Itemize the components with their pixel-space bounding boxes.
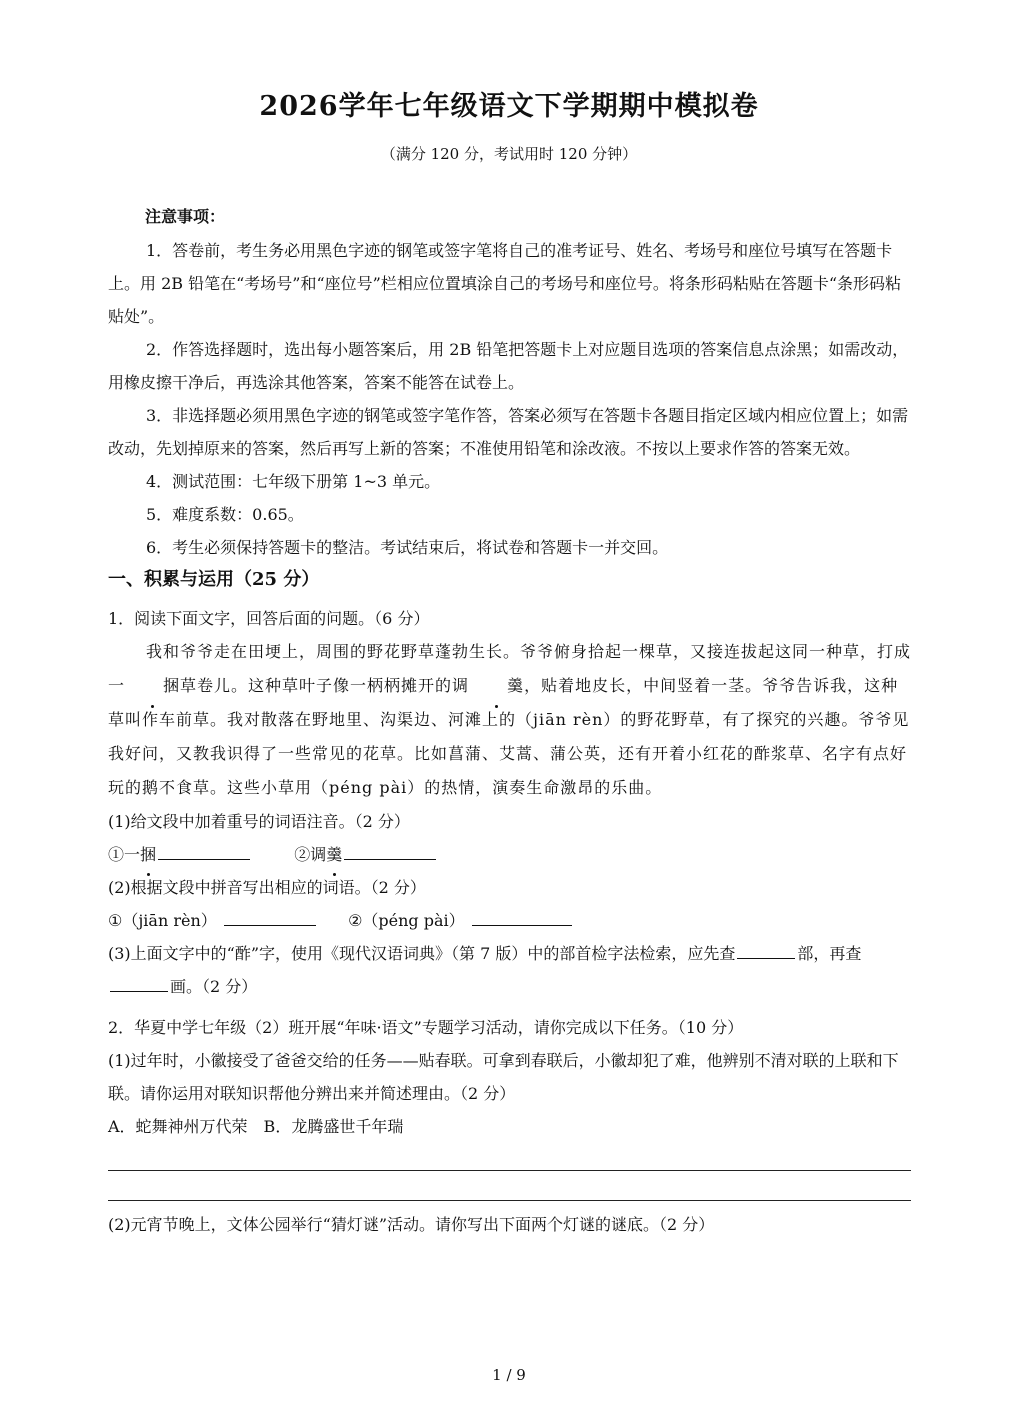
answer-line[interactable] (108, 1200, 911, 1201)
question-stem: 2．华夏中学七年级（2）班开展“年味·语文”专题学习活动，请你完成以下任务。（10 分） (108, 1018, 744, 1037)
answer-row: ①一捆 ②调羹 (108, 838, 914, 871)
notice-heading: 注意事项： (145, 207, 226, 226)
sub-question: (1)过年时，小徽接受了爸爸交给的任务——贴春联。可拿到春联后，小徽却犯了难，他辨别不清对联的上联和下联。请你运用对联知识帮他分辨出来并简述理由。（2 分） (108, 1051, 899, 1103)
notice-item: 3．非选择题必须用黑色字迹的钢笔或签字笔作答，答案必须写在答题卡各题目指定区域内相应位置上；如需改动，先划掉原来的答案，然后再写上新的答案；不准使用铅笔和涂改液。不按以上要求作答的答案无效。 (108, 406, 909, 458)
section-heading: 一、积累与运用（25 分） (108, 569, 320, 590)
options: A．蛇舞神州万代荣 B．龙腾盛世千年瑞 (108, 1117, 404, 1136)
answer-line[interactable] (108, 1170, 911, 1171)
notice-item: 1．答卷前，考生务必用黑色字迹的钢笔或签字笔将自己的准考证号、姓名、考场号和座位号填写在答题卡上。用 2B 铅笔在“考场号”和“座位号”栏相应位置填涂自己的考场号和座位号。将条形码粘贴在答题卡“条形码粘贴处”。 (108, 241, 902, 326)
page-title: 2026学年七年级语文下学期期中模拟卷 (259, 91, 759, 122)
notice-item: 4．测试范围：七年级下册第 1~3 单元。 (146, 472, 441, 491)
question-2-sub-2: (2)元宵节晚上，文体公园举行“猜灯谜”活动。请你写出下面两个灯谜的谜底。（2 分） (108, 1215, 715, 1234)
answer-blank[interactable] (224, 924, 316, 926)
answer-blank[interactable] (158, 858, 250, 860)
answer-blank[interactable] (110, 990, 168, 992)
question-1 (108, 602, 914, 1003)
answer-blank[interactable] (344, 858, 436, 860)
sub-question: (2)根据文段中拼音写出相应的词语。（2 分） (108, 878, 426, 897)
notice-item: 6．考生必须保持答题卡的整洁。考试结束后，将试卷和答题卡一并交回。 (146, 538, 669, 557)
emphasis-char: 捆 (125, 669, 180, 703)
notice-item: 5．难度系数：0.65。 (146, 505, 304, 524)
sub-question: (3)上面文字中的“酢”字，使用《现代汉语词典》（第 7 版）中的部首检字法检索，应先查 部，再查画。（2 分） (108, 944, 862, 996)
reading-passage: 我和爷爷走在田埂上，周围的野花野草蓬勃生长。爷爷俯身拾起一棵草，又接连拔起这同一种草，打成一 捆草卷儿。这种草叶子像一柄柄摊开的调 羹，贴着地皮长，中间竖着一茎。爷爷告诉我，这种草叫作车前草。我对散落在野地里、沟渠边、河滩上的（jiān rèn）的野花野草，有了探究的兴趣。爷爷见我好问，又教我识得了一些常见的花草。比如菖蒲、艾蒿、蒲公英，还有开着小红花的酢浆草、名字有点好玩的鹅不食草。这些小草用（péng pài）的热情，演奏生命激昂的乐曲。 (108, 642, 912, 797)
answer-row: ①（jiān rèn） ②（péng pài） (108, 904, 914, 937)
answer-blank[interactable] (472, 924, 572, 926)
answer-blank[interactable] (737, 957, 795, 959)
notice-list (108, 234, 914, 564)
question-stem: 1．阅读下面文字，回答后面的问题。（6 分） (108, 609, 430, 628)
page-number: 1 / 9 (492, 1366, 526, 1384)
notice-item: 2．作答选择题时，选出每小题答案后，用 2B 铅笔把答题卡上对应题目选项的答案信息点涂黑；如需改动，用橡皮擦干净后，再选涂其他答案，答案不能答在试卷上。 (108, 340, 909, 392)
emphasis-char: 羹 (469, 669, 524, 703)
page-subtitle: （满分 120 分，考试用时 120 分钟） (380, 145, 638, 163)
question-2 (108, 1011, 914, 1143)
sub-question: (1)给文段中加着重号的词语注音。（2 分） (108, 812, 410, 831)
